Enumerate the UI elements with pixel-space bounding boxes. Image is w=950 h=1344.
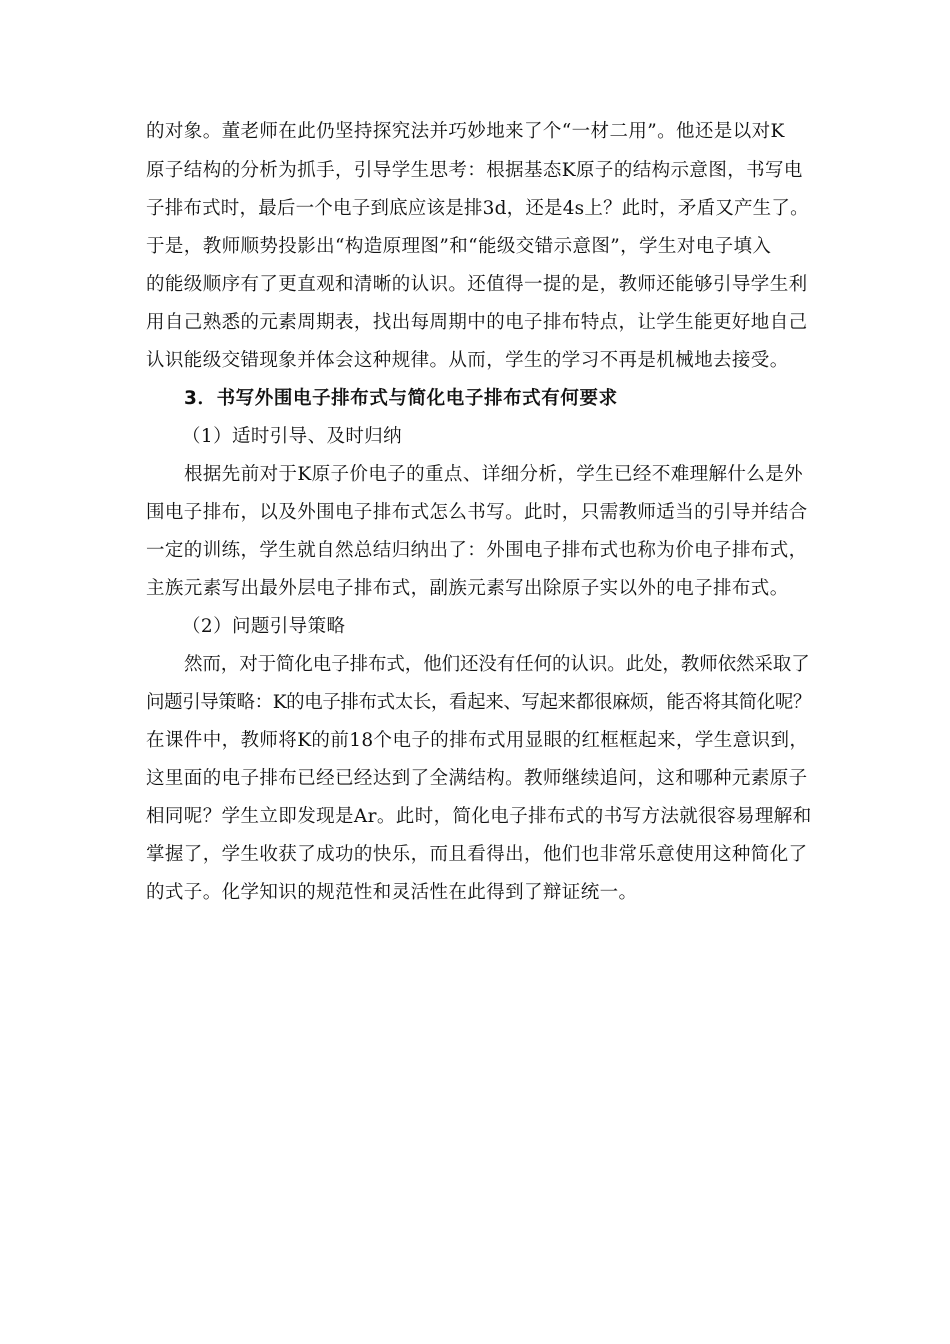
paragraph-line: 用自己熟悉的元素周期表，找出每周期中的电子排布特点，让学生能更好地自己 (146, 312, 808, 333)
paragraph-line: 的对象。董老师在此仍坚持探究法并巧妙地来了个“一材二用”。他还是以对K (146, 121, 785, 142)
paragraph-line: 在课件中，教师将K的前18个电子的排布式用显眼的红框框起来，学生意识到， (146, 730, 809, 751)
section-heading: 3．书写外围电子排布式与简化电子排布式有何要求 (184, 388, 618, 409)
paragraph-line: 的式子。化学知识的规范性和灵活性在此得到了辩证统一。 (146, 882, 638, 903)
paragraph-line: 原子结构的分析为抓手，引导学生思考：根据基态K原子的结构示意图，书写电 (146, 160, 803, 181)
paragraph-line: 一定的训练，学生就自然总结归纳出了：外围电子排布式也称为价电子排布式， (146, 540, 808, 561)
paragraph-line: 于是，教师顺势投影出“构造原理图”和“能级交错示意图”，学生对电子填入 (146, 236, 772, 257)
paragraph-line: 这里面的电子排布已经已经达到了全满结构。教师继续追问，这和哪种元素原子 (146, 768, 808, 789)
paragraph-line: 相同呢？学生立即发现是Ar。此时，简化电子排布式的书写方法就很容易理解和 (146, 806, 812, 827)
paragraph-line: 掌握了，学生收获了成功的快乐，而且看得出，他们也非常乐意使用这种简化了 (146, 844, 808, 865)
paragraph-line: 围电子排布，以及外围电子排布式怎么书写。此时，只需教师适当的引导并结合 (146, 502, 808, 523)
paragraph-line: 认识能级交错现象并体会这种规律。从而，学生的学习不再是机械地去接受。 (146, 350, 789, 371)
paragraph-line: 主族元素写出最外层电子排布式，副族元素写出除原子实以外的电子排布式。 (146, 578, 789, 599)
subsection-heading: （2）问题引导策略 (182, 616, 346, 637)
subsection-heading: （1）适时引导、及时归纳 (182, 426, 403, 447)
paragraph-line: 的能级顺序有了更直观和清晰的认识。还值得一提的是，教师还能够引导学生利 (146, 274, 808, 295)
paragraph-line: 根据先前对于K原子价电子的重点、详细分析，学生已经不难理解什么是外 (184, 464, 804, 485)
paragraph-line: 子排布式时，最后一个电子到底应该是排3d，还是4s上？此时，矛盾又产生了。 (146, 198, 809, 219)
paragraph-line: 问题引导策略：K的电子排布式太长，看起来、写起来都很麻烦，能否将其简化呢？ (146, 692, 812, 713)
paragraph-line: 然而，对于简化电子排布式，他们还没有任何的认识。此处，教师依然采取了 (184, 654, 810, 675)
